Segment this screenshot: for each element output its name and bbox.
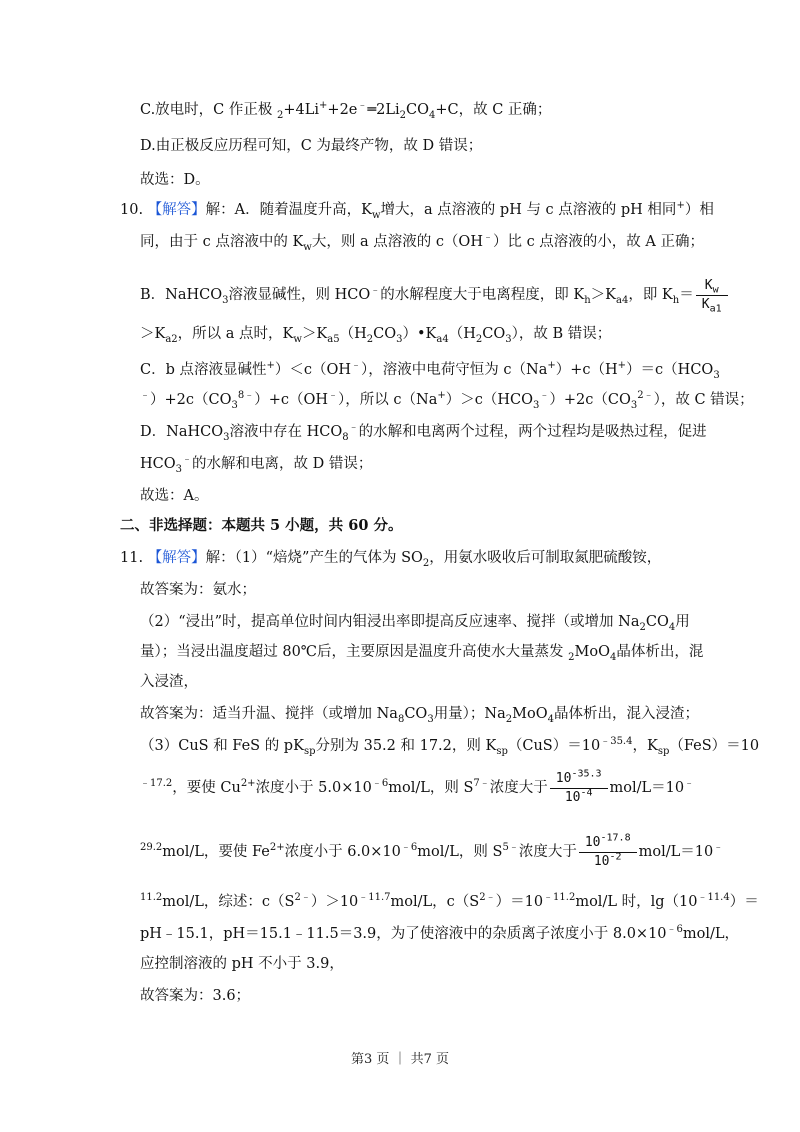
text-line: pH﹣15.1，pH＝15.1﹣11.5＝3.9，为了使溶液中的杂质离子浓度小于 $8.0\times 10^{﹣6}mol/L$， xyxy=(140,924,740,942)
page-footer: 第3 页 ｜ 共7 页 xyxy=(350,1052,450,1067)
fraction: $\frac{10^{-35.3}}{10^{-4}}$ xyxy=(550,770,608,807)
answer-tag: 【解答】 xyxy=(147,202,206,218)
text-line: $^{29.2}$mol/L，要使 $Fe^{2+}$浓度小于 $6.0\times 10^{﹣6}mol/L$，则 $S^{5﹣}$浓度大于 $\frac{10^{-17.8}}{10^{-2}}$ mol/L＝10﹣ xyxy=(140,832,724,869)
text-line: （3）CuS 和 FeS 的 $pK_{sp}$分别为 35.2 和 17.2，则 $K_{sp}(CuS)=10^{﹣35.4}$，$K_{sp}(FeS)=10$ xyxy=(140,736,760,757)
text-line: $^{11.2}$mol/L，综述：$c(S^{2﹣})>10^{﹣11.7}mol/L$，$c(S^{2﹣})=10^{﹣11.2}mol/L$ 时，$\lg(10^{﹣11.4})=$ xyxy=(140,892,759,910)
text-line: D.由正极反应历程可知，C 为最终产物，故 D 错误； xyxy=(140,138,483,154)
text-line: 同，由于 c 点溶液中的 $K_w$大，则 a 点溶液的 c（OH﹣）比 c 点溶液的小，故 A 正确； xyxy=(140,232,704,253)
text-line: $^﹣)+2c(CO_3^{8﹣})+c(OH^﹣)$，所以 $c(Na^+)>c(HCO_3^﹣)+2c(CO_3^{2﹣})$，故 C 错误； xyxy=(140,390,754,411)
text-line: 故答案为：氨水； xyxy=(140,582,256,598)
text-line: 应控制溶液的 pH 不小于 3.9， xyxy=(140,956,344,972)
text-line: 故答案为：3.6； xyxy=(140,988,251,1004)
question-10-line: 10. 【解答】解：A．随着温度升高，$K_w$增大，a 点溶液的 pH 与 c 点溶液的 pH 相同+）相 xyxy=(120,200,714,221)
text-line: C.放电时，C 作正极 $_2+4Li^++2e^﹣═2Li_2CO_4+C$，故 C 正确； xyxy=(140,100,552,121)
answer-tag: 【解答】 xyxy=(147,550,206,566)
fraction: $\frac{10^{-17.8}}{10^{-2}}$ xyxy=(579,834,637,871)
section-heading: 二、非选择题：本题共 5 小题，共 60 分。 xyxy=(120,517,403,534)
text-line: $HCO_3^﹣$的水解和电离，故 D 错误； xyxy=(140,454,373,475)
text-line: 故答案为：适当升温、搅拌（或增加 $Na_8CO_3$用量）；$Na_2MoO_4$晶体析出，混入浸渣； xyxy=(140,706,699,725)
text-line: C．b 点溶液显碱性+）＜c（OH﹣），溶液中电荷守恒为 $c(Na^+)+c(H^+)=c(HCO_3$ xyxy=(140,360,720,381)
text-line: $^{﹣17.2}$，要使 $Cu^{2+}$浓度小于 $5.0\times 10^{﹣6}mol/L$，则 $S^{7﹣}$浓度大于 $\frac{10^{-35.3}}{10^{-4}}$ mol/L＝10﹣ xyxy=(140,768,695,805)
text-line: $>K_{a2}$，所以 a 点时，$K_w>K_{a5}(H_2CO_3)•K_{a4}(H_2CO_3)$，故 B 错误； xyxy=(140,326,612,345)
text-line: 入浸渣， xyxy=(140,674,198,690)
fraction: $\frac{K_w}{K_{a1}}$ xyxy=(696,277,728,314)
text-line: D．NaHCO$_3$溶液中存在 $HCO_8^﹣$的水解和电离两个过程，两个过程均是吸热过程，促进 xyxy=(140,422,707,443)
question-11-line: 11. 【解答】解：（1）“焙烧”产生的气体为 $SO_2$，用氨水吸收后可制取氮肥硫酸铵， xyxy=(120,550,662,569)
text-line: 故选：D。 xyxy=(140,172,210,188)
text-line: （2）“浸出”时，提高单位时间内钼浸出率即提高反应速率、搅拌（或增加 $Na_2CO_4$用 xyxy=(140,614,690,633)
text-line: B．NaHCO$_3$溶液显碱性，则 HCO﹣的水解程度大于电离程度，即 $K_h>K_{a4}$，即 $K_h=$ $\frac{K_w}{K_{a1}}$ xyxy=(140,270,730,320)
text-line: 故选：A。 xyxy=(140,488,209,504)
text-line: 量）；当浸出温度超过 80℃后，主要原因是温度升高使水大量蒸发 $_2$MoO$_4$晶体析出，混 xyxy=(140,644,704,663)
